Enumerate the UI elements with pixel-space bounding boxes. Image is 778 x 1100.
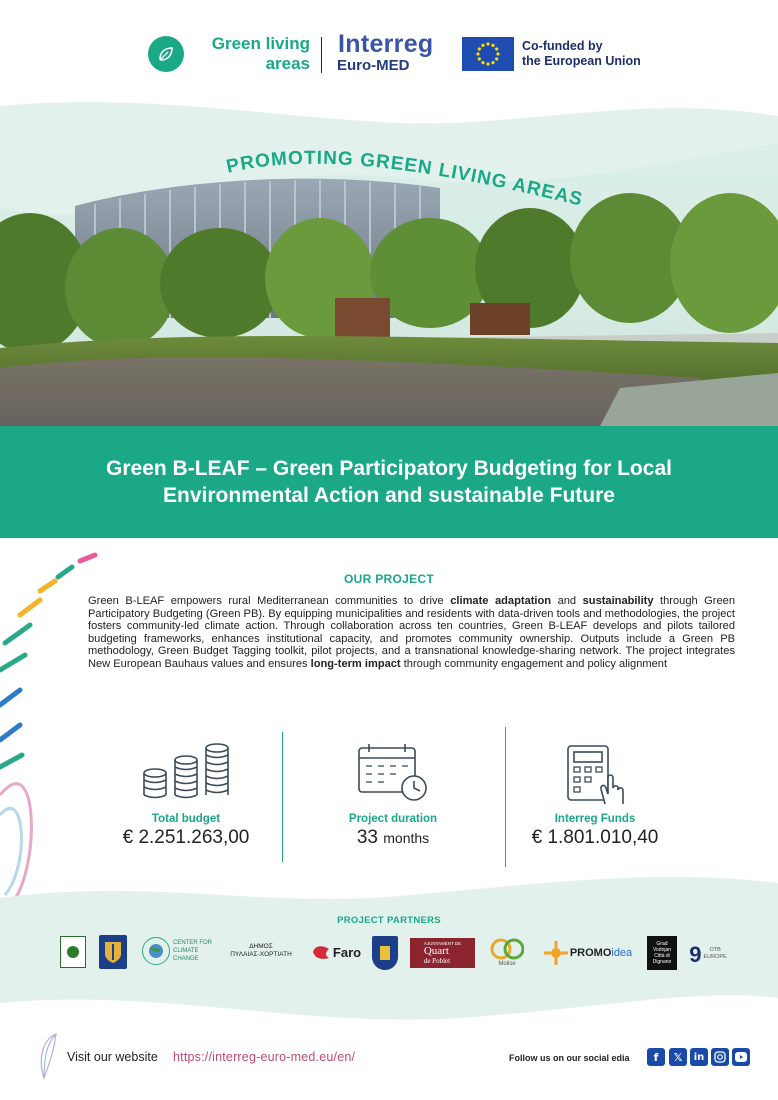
- partner-logo-climate-center: CENTER FOR CLIMATE CHANGE: [173, 940, 212, 962]
- eu-star: [491, 44, 494, 47]
- calculator-icon: [565, 744, 630, 806]
- eu-cofunded-text: Co-funded by the European Union: [522, 39, 641, 68]
- stat-divider: [282, 732, 283, 862]
- stat-project-duration: [303, 813, 483, 849]
- partner-logo-municipality-2: [99, 935, 127, 969]
- header-divider: [321, 37, 322, 73]
- eu-star: [478, 47, 481, 50]
- partner-logo-dimos: ΔΗΜΟΣ ΠΥΛΑΙΑΣ-ΧΟΡΤΙΑΤΗ: [230, 943, 292, 958]
- eu-star: [491, 61, 494, 64]
- facebook-icon[interactable]: f: [647, 1048, 665, 1066]
- green-living-areas-name: Green living areas: [211, 34, 310, 73]
- visit-website-label: Visit our website: [67, 1050, 158, 1064]
- eu-star: [476, 52, 479, 55]
- eu-star: [481, 61, 484, 64]
- feather-decoration-icon: [36, 1032, 62, 1082]
- stat-total-budget: [96, 813, 276, 849]
- partner-logo-quart-de-poblet: AJUNTAMENT DE Quart de Poblet: [410, 938, 475, 968]
- total-budget-value: € 2.251.263,00: [122, 827, 250, 848]
- partner-logo-gal-molise: Molise: [487, 936, 527, 970]
- hero-arc-title: [0, 88, 778, 426]
- project-duration-label: Project duration: [348, 813, 438, 825]
- coins-icon: [140, 742, 235, 802]
- eu-star: [496, 52, 499, 55]
- calendar-clock-icon: [356, 742, 431, 804]
- euromed-logo-text: Euro-MED: [337, 57, 410, 74]
- eu-star: [486, 62, 489, 65]
- partner-logo-otb-europe: 9 OTB EUROPE: [689, 941, 727, 967]
- eu-star: [478, 57, 481, 60]
- svg-text:PROMOTING GREEN LIVING AREAS: PROMOTING GREEN LIVING AREAS: [224, 147, 586, 211]
- project-description: Green B-LEAF empowers rural Mediterranean communities to drive climate adaptation and sustainability through Green Participatory Budgeting (Green PB). By equipping municipalities and residents with data-driven tools and methodologies, the project fosters community-led climate action. Through collaboration across ten countries, Green B-LEAF develops and pilots tailored budgeting frameworks, enhances institutional capacity, and promotes community ownership. Outputs include a Green PB methodology, Green Budget Tagging toolkit, pilot projects, and a transnational knowledge-sharing network. The project integrates New European Bauhaus values and ensures long-term impact through community engagement and policy alignment: [88, 595, 736, 670]
- page-header: [0, 0, 778, 95]
- eu-star: [495, 47, 498, 50]
- project-title-banner: [0, 426, 778, 538]
- partner-logo-faro: Faro: [310, 942, 362, 962]
- follow-social-label: Follow us on our social edia: [509, 1053, 630, 1063]
- eu-star: [495, 57, 498, 60]
- partner-logo-municipality-1: [60, 936, 86, 968]
- project-title: Green B-LEAF – Green Participatory Budgeting for Local Environmental Action and sustainable Future: [106, 457, 672, 507]
- interreg-funds-label: Interreg Funds: [554, 813, 636, 825]
- youtube-icon[interactable]: [732, 1048, 750, 1066]
- partner-logo-coat-of-arms: [372, 936, 398, 970]
- partner-logo-climate-globe-icon: [142, 937, 170, 965]
- hero-image: [0, 88, 778, 426]
- eu-star: [486, 42, 489, 45]
- stat-interreg-funds: [505, 813, 685, 849]
- project-partners-heading: PROJECT PARTNERS: [337, 915, 441, 926]
- eu-flag-icon: [462, 37, 514, 71]
- instagram-icon[interactable]: [711, 1048, 729, 1066]
- total-budget-label: Total budget: [151, 813, 221, 825]
- linkedin-icon[interactable]: in: [690, 1048, 708, 1066]
- interreg-funds-value: € 1.801.010,40: [531, 827, 659, 848]
- website-link[interactable]: https://interreg-euro-med.eu/en/: [173, 1050, 356, 1064]
- our-project-heading: OUR PROJECT: [344, 572, 434, 586]
- eu-star: [481, 44, 484, 47]
- green-living-areas-logo-icon: [148, 36, 184, 72]
- x-icon[interactable]: 𝕏: [669, 1048, 687, 1066]
- project-duration-value: 33 months: [356, 827, 430, 848]
- partner-logo-promo-idea: PROMO idea: [537, 940, 637, 966]
- interreg-logo-text: Interreg: [338, 30, 434, 58]
- partner-logo-grad-vodnjan: Grad Vodnjan Città di Dignano: [647, 936, 677, 970]
